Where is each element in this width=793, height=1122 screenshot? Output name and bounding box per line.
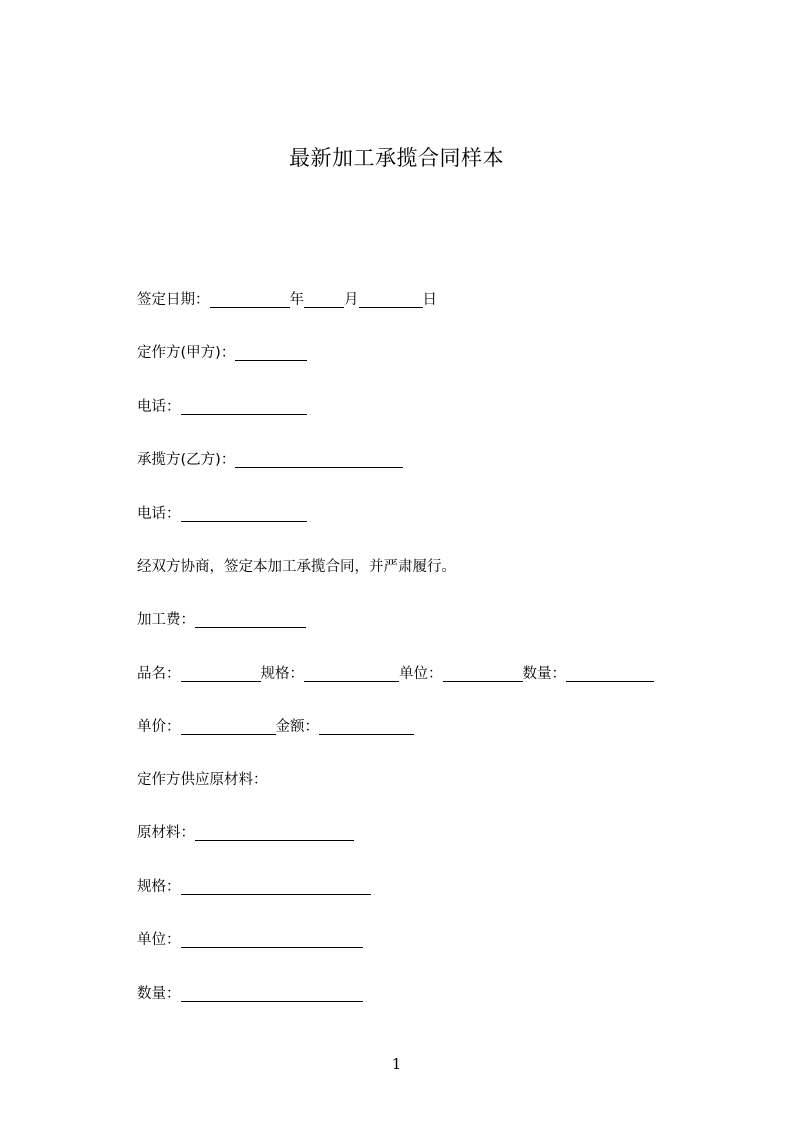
product-name-label: 品名： [137,666,181,682]
product-line [137,663,654,685]
material-unit-line [137,929,363,951]
document-title: 最新加工承揽合同样本 [289,146,504,170]
agreement-statement: 经双方协商，签定本加工承揽合同，并严肃履行。 [137,559,456,575]
processing-fee-line [137,609,306,631]
party-b-blank[interactable] [235,451,403,468]
page-number: 1 [391,1055,402,1073]
material-quantity-label: 数量： [137,986,181,1002]
product-spec-label: 规格： [260,666,304,682]
material-unit-label: 单位： [137,932,181,948]
product-unit-blank[interactable] [443,665,523,682]
unit-price-blank[interactable] [181,718,276,735]
raw-material-label: 原材料： [137,825,195,841]
party-a-label: 定作方(甲方)： [137,345,236,361]
party-a-phone-blank[interactable] [181,398,307,415]
unit-price-label: 单价： [137,719,181,735]
material-spec-label: 规格： [137,879,181,895]
sign-month-label: 月 [344,292,359,308]
material-quantity-blank[interactable] [181,985,363,1002]
product-name-blank[interactable] [181,665,261,682]
materials-heading: 定作方供应原材料： [137,772,268,788]
party-b-phone-blank[interactable] [181,505,307,522]
raw-material-line [137,822,354,844]
product-unit-label: 单位： [399,666,443,682]
party-b-phone-line [137,503,307,525]
raw-material-blank[interactable] [195,824,354,841]
party-a-line [137,342,307,364]
material-spec-blank[interactable] [181,878,371,895]
amount-blank[interactable] [319,718,414,735]
amount-label: 金额： [275,719,319,735]
product-quantity-label: 数量： [522,666,566,682]
material-quantity-line [137,983,363,1005]
product-quantity-blank[interactable] [566,665,654,682]
sign-month-blank[interactable] [304,291,344,308]
material-spec-line [137,876,371,898]
material-unit-blank[interactable] [181,931,363,948]
sign-date-line [137,289,437,311]
sign-date-label: 签定日期： [137,292,210,308]
sign-year-label: 年 [289,292,304,308]
sign-year-blank[interactable] [210,291,290,308]
materials-heading-line [137,769,268,791]
party-a-phone-label: 电话： [137,399,181,415]
party-b-phone-label: 电话： [137,506,181,522]
sign-day-blank[interactable] [359,291,423,308]
agreement-statement-line [137,556,456,578]
party-a-phone-line [137,396,307,418]
price-line [137,716,414,738]
party-b-label: 承揽方(乙方)： [137,452,236,468]
processing-fee-label: 加工费： [137,612,195,628]
processing-fee-blank[interactable] [195,611,306,628]
sign-day-label: 日 [422,292,437,308]
party-b-line [137,449,403,471]
party-a-blank[interactable] [235,344,307,361]
product-spec-blank[interactable] [304,665,399,682]
